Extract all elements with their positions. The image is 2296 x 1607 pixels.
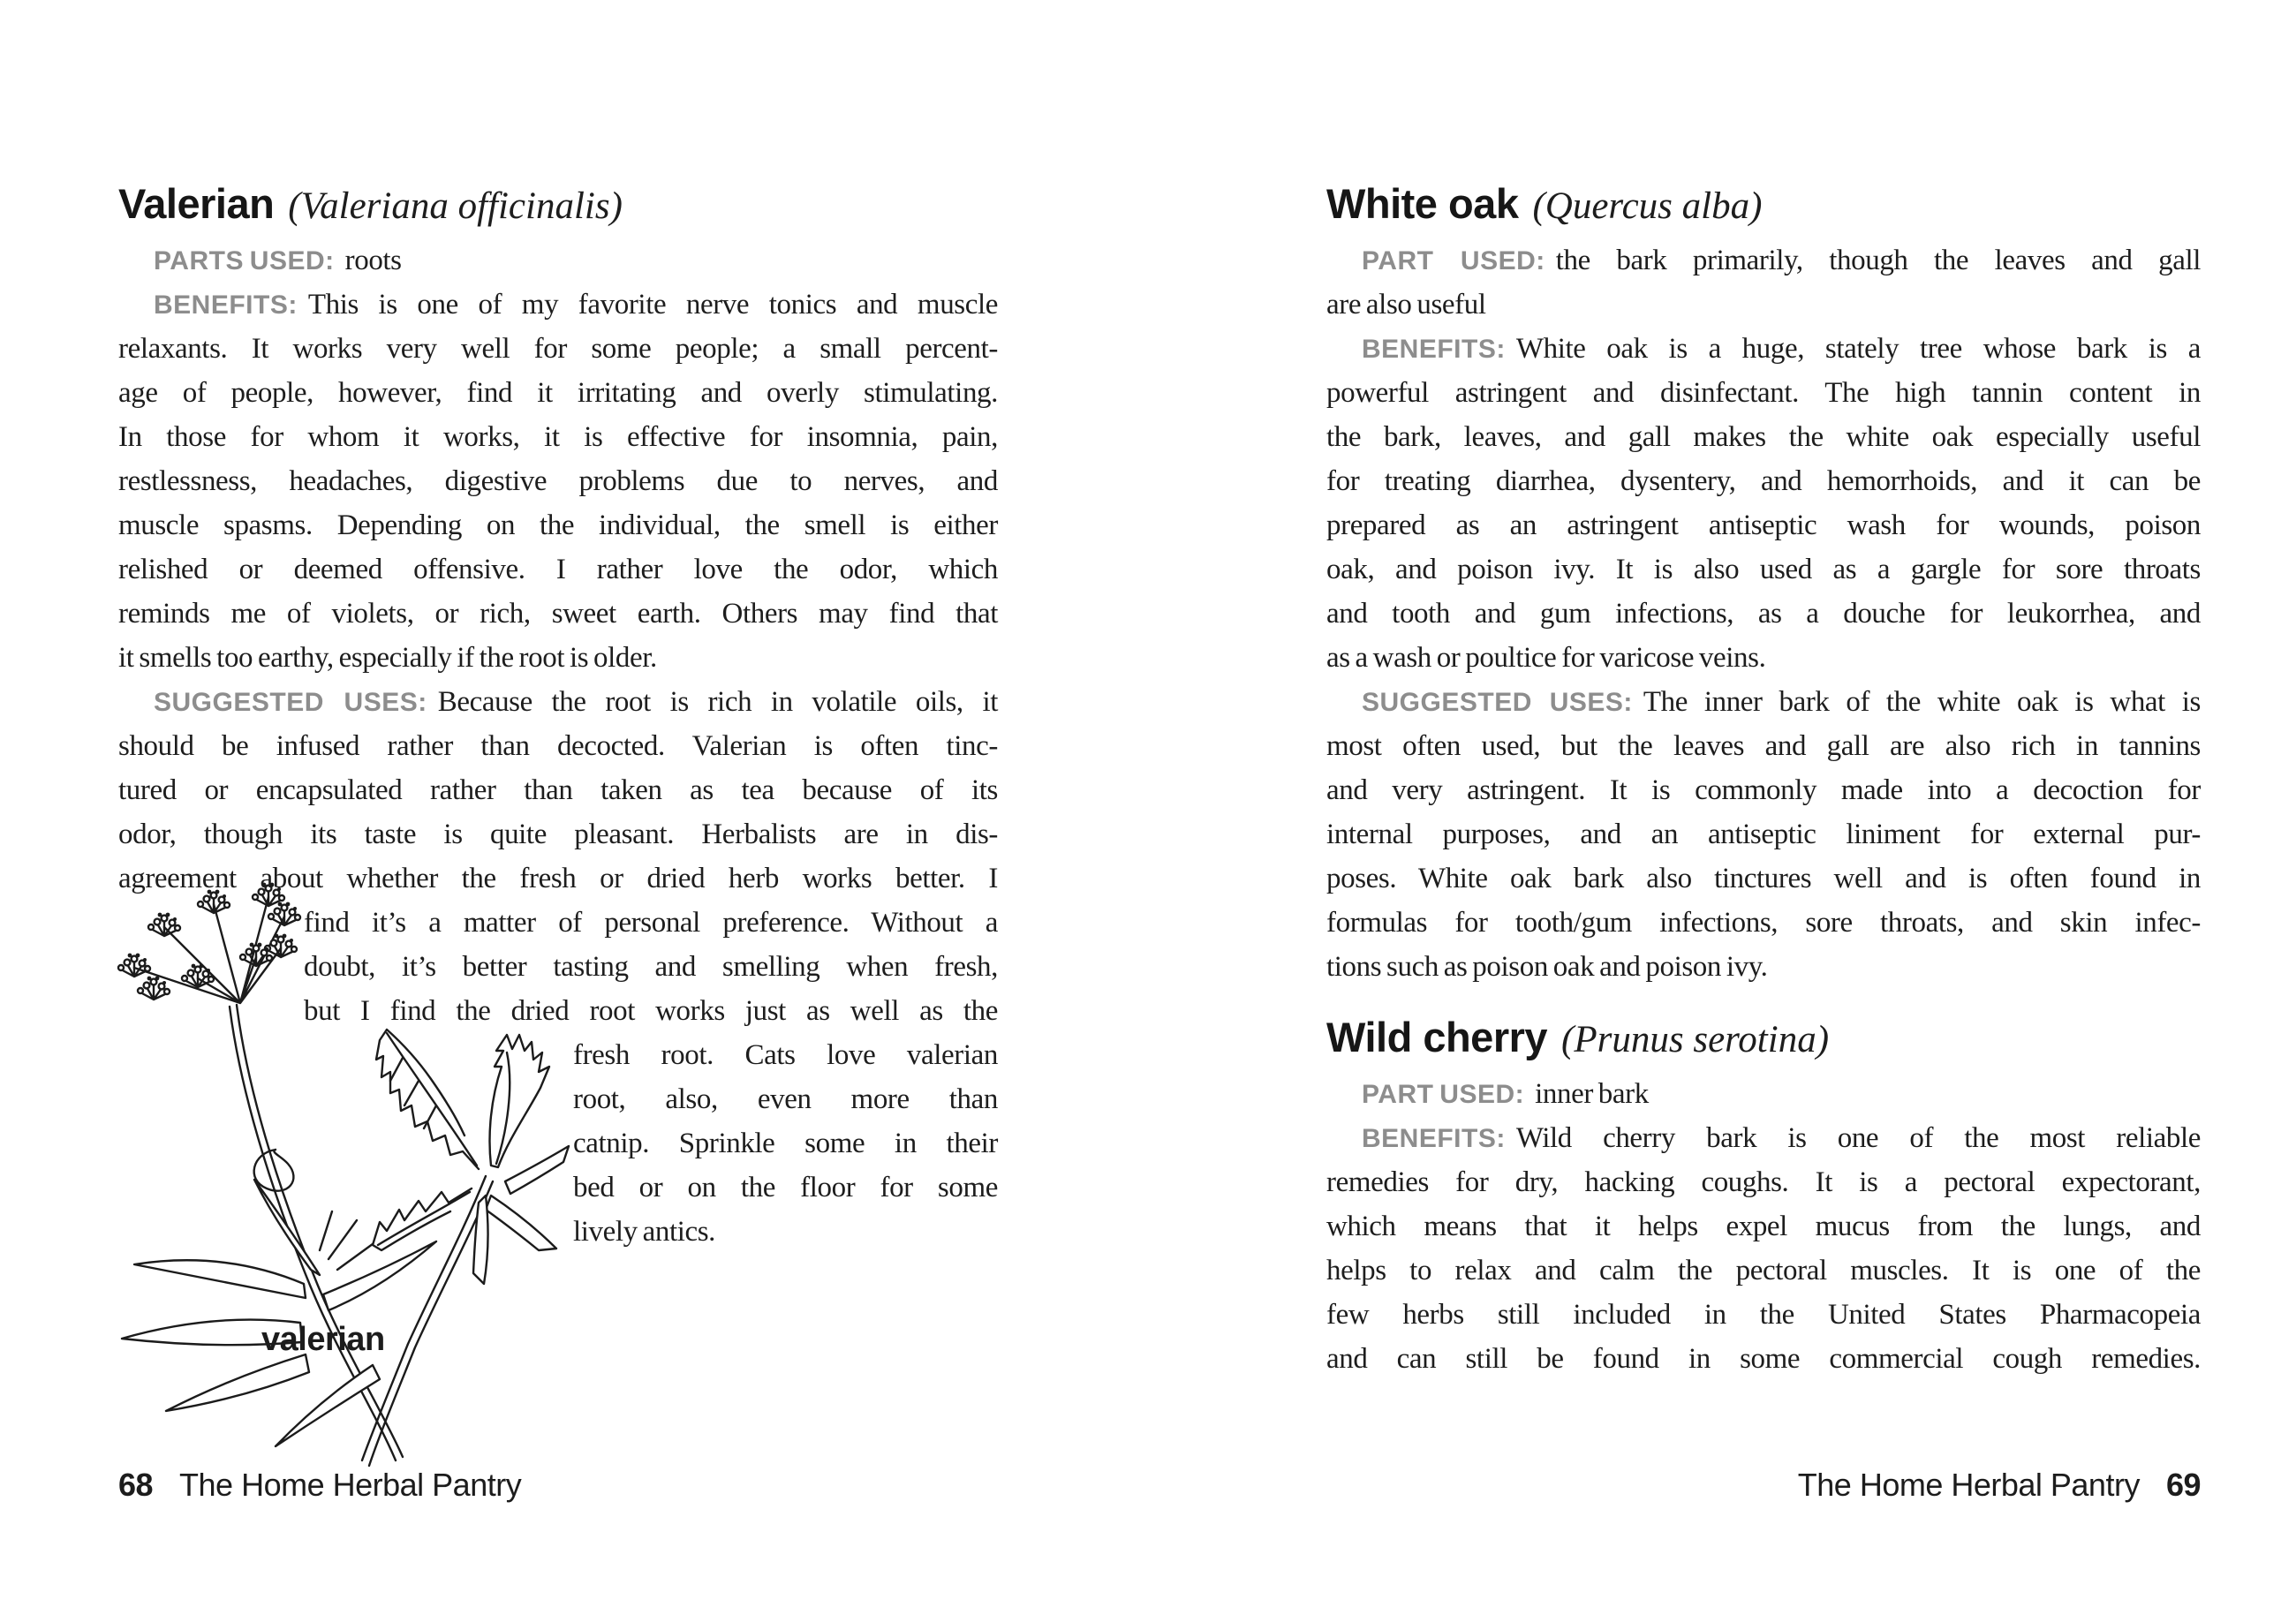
suggested-lines-wrap2 <box>118 1033 998 1254</box>
herb-name: Valerian <box>118 180 275 227</box>
benefits-first-text: Wild cherry bark is one of the most reliable <box>1515 1122 2201 1154</box>
benefits-paragraph <box>1326 327 2201 680</box>
text-line: helps to relax and calm the pectoral muscles. It is one of the <box>1326 1255 2201 1286</box>
herb-name: Wild cherry <box>1326 1014 1548 1060</box>
text-line: doubt, it’s better tasting and smelling when fresh, <box>304 951 998 983</box>
suggested-uses-label: SUGGESTED USES: <box>154 688 427 717</box>
text-line: catnip. Sprinkle some in their <box>573 1128 998 1159</box>
suggested-lines-wrap1 <box>118 901 998 1033</box>
text-line: it smells too earthy, especially if the root is older. <box>118 642 657 674</box>
text-line: odor, though its taste is quite pleasant. Herbalists are in dis- <box>118 819 998 850</box>
text-line: agreement about whether the fresh or dried herb works better. I <box>118 863 998 894</box>
text-line: restlessness, headaches, digestive problems due to nerves, and <box>118 465 998 497</box>
wild-cherry-heading <box>1326 1012 2201 1072</box>
white-oak-heading <box>1326 178 2201 238</box>
page-left-column <box>118 178 998 1254</box>
text-line: reminds me of violets, or rich, sweet earth. Others may find that <box>118 598 998 630</box>
text-line: which means that it helps expel mucus from the lungs, and <box>1326 1211 2201 1242</box>
book-title: The Home Herbal Pantry <box>1797 1467 2140 1503</box>
part-used-lines <box>1326 283 2201 327</box>
herb-name: White oak <box>1326 180 1519 227</box>
text-line: bed or on the floor for some <box>573 1172 998 1203</box>
latin-name: (Prunus serotina) <box>1561 1019 1830 1060</box>
text-line: for treating diarrhea, dysentery, and hemorrhoids, and it can be <box>1326 465 2201 497</box>
text-line <box>118 283 998 327</box>
illustration-caption: valerian <box>261 1321 385 1358</box>
text-line <box>118 680 998 724</box>
text-line <box>1326 680 2201 724</box>
part-used-first-text: the bark primarily, though the leaves and gall <box>1555 245 2201 276</box>
text-line: oak, and poison ivy. It is also used as a gargle for sore throats <box>1326 554 2201 585</box>
text-line: prepared as an astringent antiseptic wash for wounds, poison <box>1326 509 2201 541</box>
text-line: formulas for tooth/gum infections, sore throats, and skin infec- <box>1326 907 2201 939</box>
valerian-heading <box>118 178 998 238</box>
part-used-line <box>1326 1072 2201 1116</box>
text-line: relaxants. It works very well for some people; a small percent- <box>118 333 998 365</box>
text-line: most often used, but the leaves and gall are also rich in tannins <box>1326 730 2201 762</box>
text-line: as a wash or poultice for varicose veins. <box>1326 642 1766 674</box>
book-title: The Home Herbal Pantry <box>179 1467 522 1503</box>
benefits-paragraph <box>1326 1116 2201 1381</box>
text-line: should be infused rather than decocted. Valerian is often tinc- <box>118 730 998 762</box>
text-line: relished or deemed offensive. I rather love the odor, which <box>118 554 998 585</box>
benefits-paragraph <box>118 283 998 680</box>
suggested-uses-label: SUGGESTED USES: <box>1362 688 1633 717</box>
suggested-lines <box>1326 724 2201 989</box>
text-line: tions such as poison oak and poison ivy. <box>1326 951 1768 983</box>
benefits-label: BENEFITS: <box>1362 335 1506 364</box>
text-line: find it’s a matter of personal preference. Without a <box>304 907 998 939</box>
text-line <box>1326 327 2201 371</box>
text-line: and can still be found in some commercial cough remedies. <box>1326 1343 2201 1375</box>
suggested-lines-full <box>118 724 998 901</box>
text-line: internal purposes, and an antiseptic liniment for external pur- <box>1326 819 2201 850</box>
text-line: tured or encapsulated rather than taken as tea because of its <box>118 774 998 806</box>
benefits-lines <box>118 327 998 680</box>
footer-right <box>1326 1466 2201 1505</box>
text-line: powerful astringent and disinfectant. The high tannin content in <box>1326 377 2201 409</box>
page-right-column <box>1326 178 2201 1381</box>
part-used-label: PART USED: <box>1362 1080 1525 1109</box>
text-line: the bark, leaves, and gall makes the white oak especially useful <box>1326 421 2201 453</box>
benefits-first-text: White oak is a huge, stately tree whose bark is a <box>1515 333 2201 365</box>
page-number: 69 <box>2165 1467 2201 1503</box>
text-line: In those for whom it works, it is effective for insomnia, pain, <box>118 421 998 453</box>
benefits-lines <box>1326 1160 2201 1381</box>
text-line: fresh root. Cats love valerian <box>573 1039 998 1071</box>
part-used-label: PART USED: <box>1362 246 1545 275</box>
parts-used-label: PARTS USED: <box>154 246 335 275</box>
footer-left <box>118 1466 521 1505</box>
text-line <box>1326 238 2201 283</box>
text-line: muscle spasms. Depending on the individual, the smell is either <box>118 509 998 541</box>
part-used-paragraph <box>1326 238 2201 327</box>
text-line: are also useful <box>1326 289 1486 321</box>
text-line: age of people, however, find it irritating and overly stimulating. <box>118 377 998 409</box>
suggested-first-text: Because the root is rich in volatile oils, it <box>437 686 998 718</box>
suggested-uses-paragraph <box>118 680 998 1254</box>
benefits-label: BENEFITS: <box>1362 1124 1506 1153</box>
benefits-lines <box>1326 371 2201 680</box>
suggested-uses-paragraph <box>1326 680 2201 989</box>
benefits-label: BENEFITS: <box>154 290 298 320</box>
suggested-first-text: The inner bark of the white oak is what is <box>1643 686 2201 718</box>
text-line: and very astringent. It is commonly made into a decoction for <box>1326 774 2201 806</box>
text-line: remedies for dry, hacking coughs. It is a pectoral expectorant, <box>1326 1166 2201 1198</box>
text-line: root, also, even more than <box>573 1083 998 1115</box>
page-number: 68 <box>118 1467 154 1503</box>
text-line: few herbs still included in the United States Pharmacopeia <box>1326 1299 2201 1331</box>
parts-used-line <box>118 238 998 283</box>
text-line: and tooth and gum infections, as a douche for leukorrhea, and <box>1326 598 2201 630</box>
parts-used-value: roots <box>344 245 402 276</box>
latin-name: (Valeriana officinalis) <box>288 185 623 227</box>
part-used-value: inner bark <box>1535 1078 1649 1110</box>
benefits-first-text: This is one of my favorite nerve tonics and muscle <box>307 289 998 321</box>
text-line: lively antics. <box>573 1216 716 1248</box>
text-line <box>1326 1116 2201 1160</box>
text-line: but I find the dried root works just as well as the <box>304 995 998 1027</box>
section-gap <box>1326 989 2201 1012</box>
latin-name: (Quercus alba) <box>1532 185 1763 227</box>
text-line: poses. White oak bark also tinctures well and is often found in <box>1326 863 2201 894</box>
